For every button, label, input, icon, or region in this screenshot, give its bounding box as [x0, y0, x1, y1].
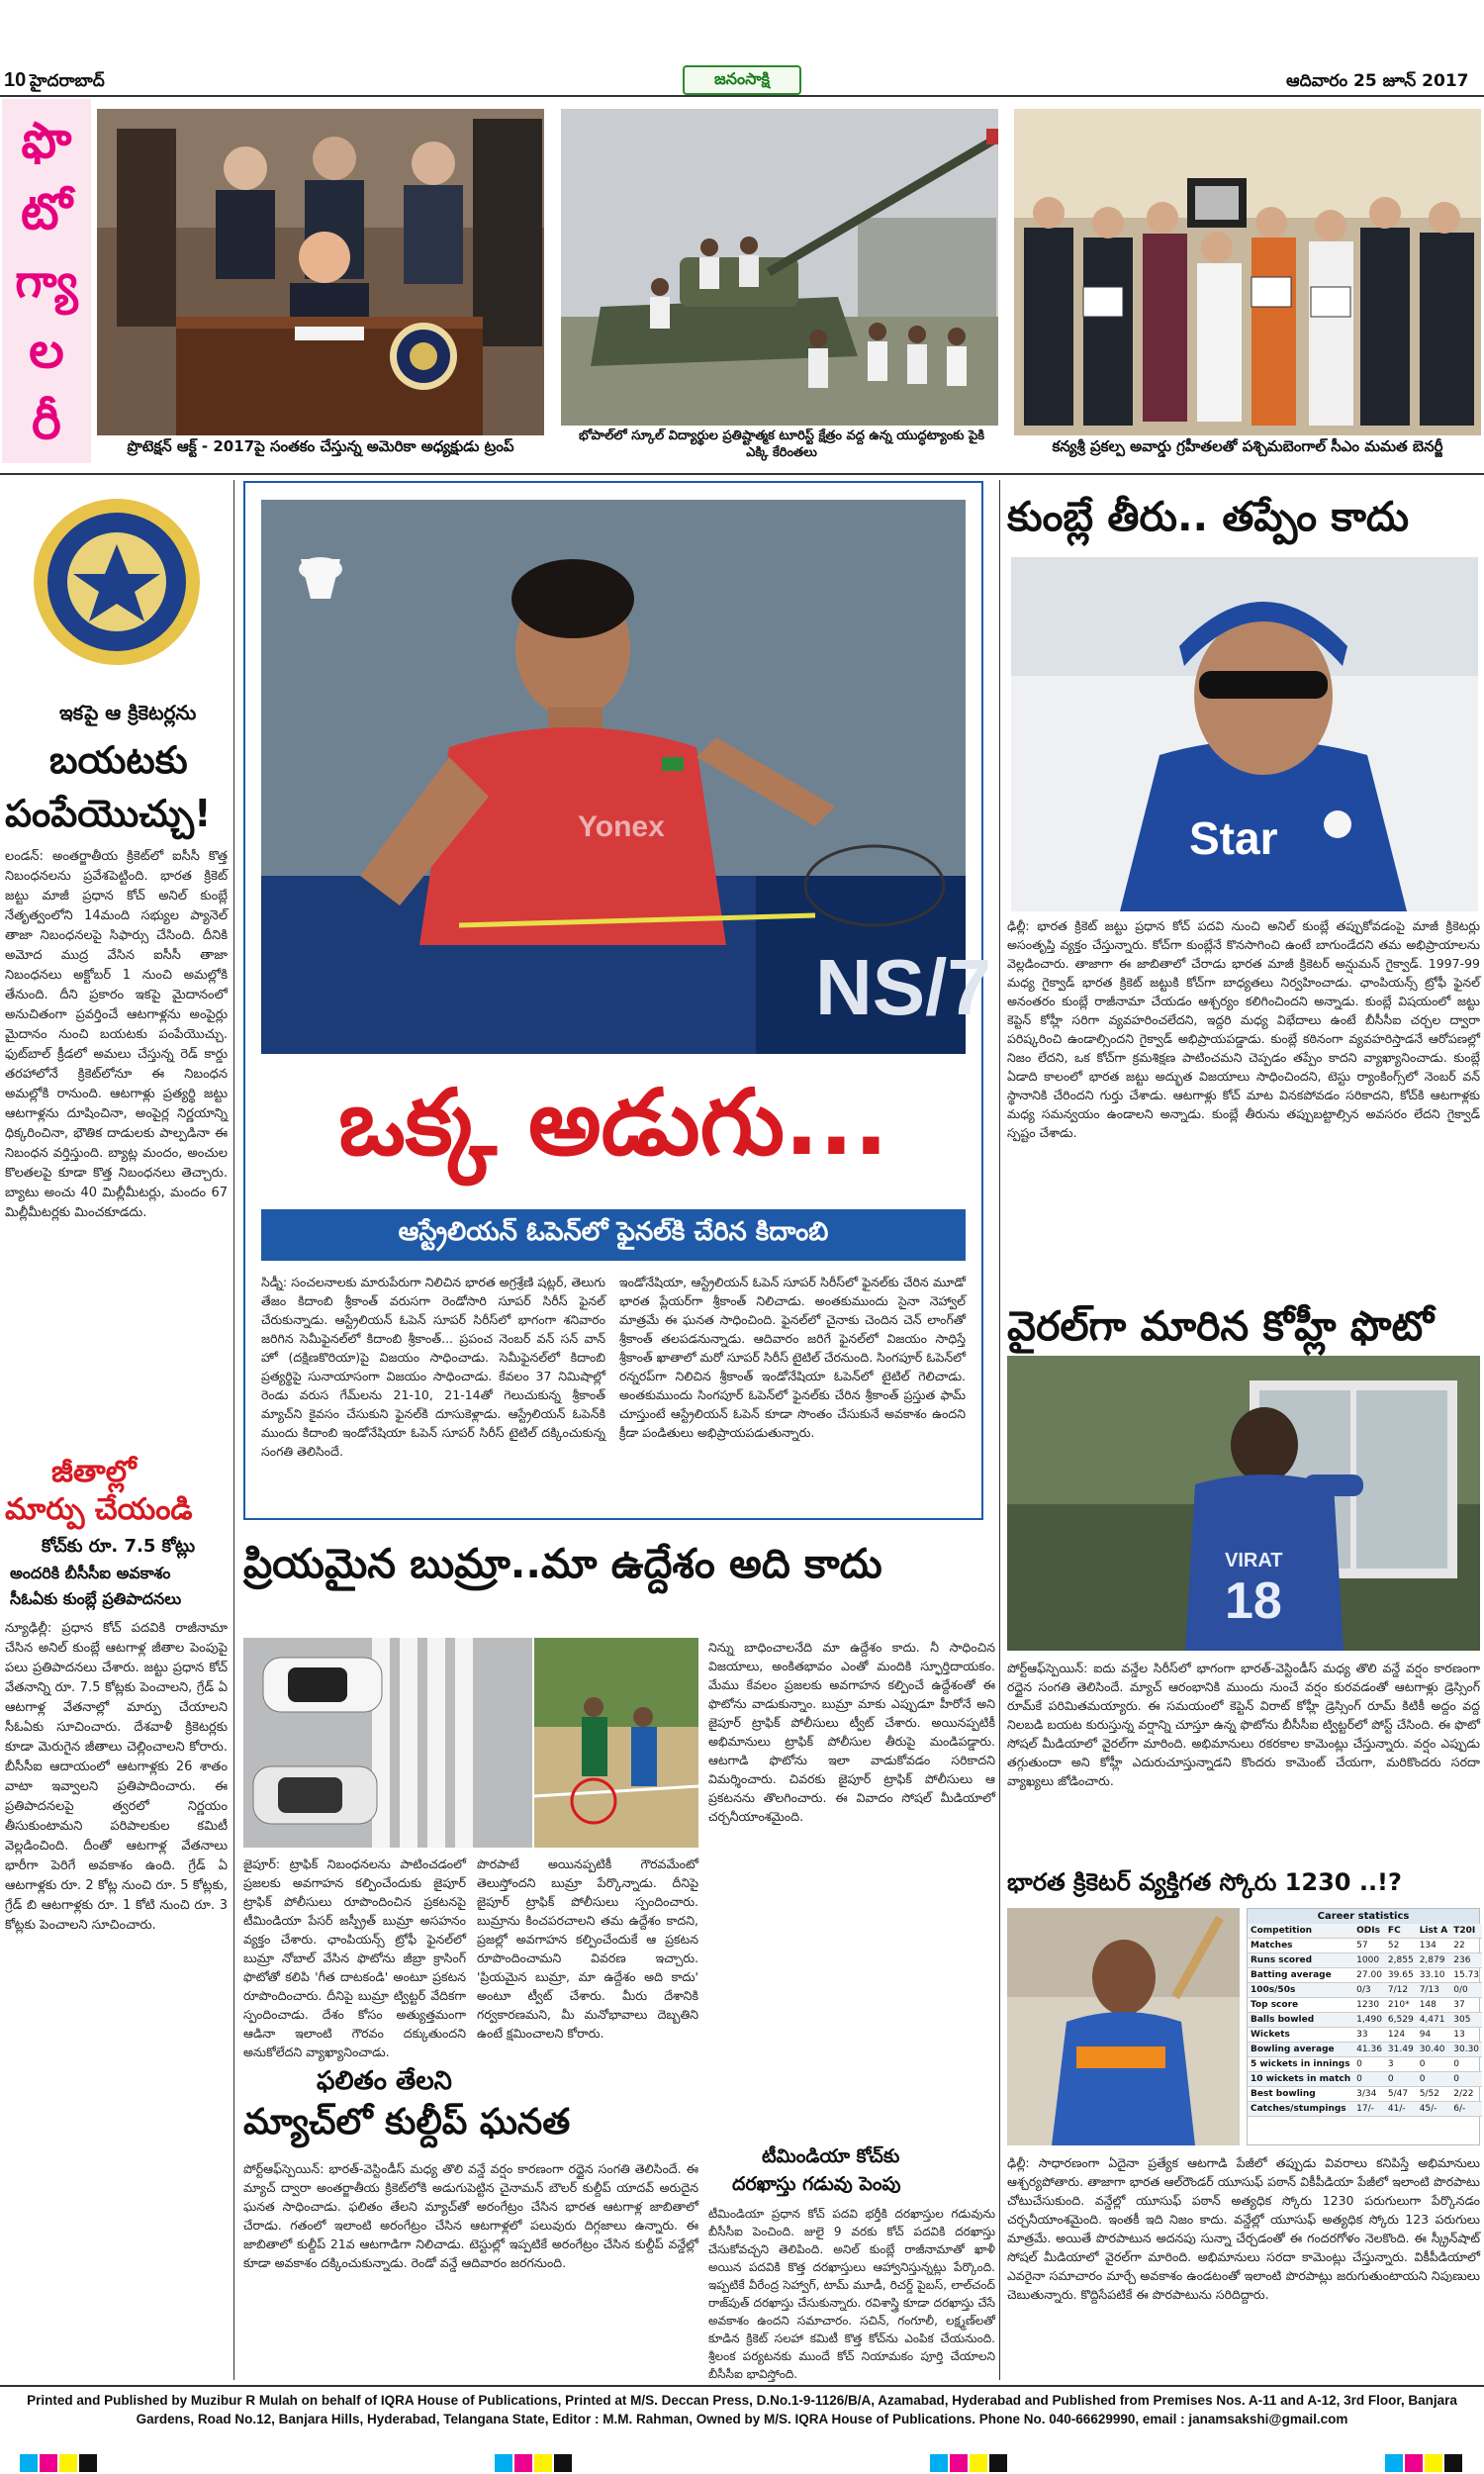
- stats-header-cell: Competition: [1248, 1924, 1353, 1939]
- bumrah-body-right: నిన్ను బాధించాలనేది మా ఉద్దేశం కాదు. నీ సాధించిన విజయాలు, అంకితభావం ఎంతో మందికి స్ఫూర్తిదాయకం. మేము కేవలం ప్రజలకు అవగాహన కల్పించే ఉద్దేశంతో ఈ ఫొటోను వాడుకున్నాం. బుమ్రా మాకు ఎప్పుడూ హీరోనే అని జైపూర్ ట్రాఫిక్ పోలీసులు ట్వీట్ చేశారు. అయినప్పటికీ అభిమానులు ట్రాఫిక్ పోలీసుల తీరుపై మండిపడ్డారు. ఆటగాడి ఫొటోను ఇలా వాడుకోవడం సరికాదని విమర్శించారు. చివరకు జైపూర్ ట్రాఫిక్ పోలీసులు ఆ ప్రకటనను తొలగించారు. ఈ వివాదం సోషల్ మీడియాలో చర్చనీయాంశమైంది.: [708, 1640, 995, 1824]
- gallery-char-4: ల: [29, 322, 64, 379]
- stats-row: [1248, 1998, 1482, 2013]
- stats-cell: 236: [1450, 1953, 1482, 1968]
- stats-cell: 7/13: [1417, 1983, 1451, 1998]
- stats-cell: 45/-: [1417, 2102, 1451, 2117]
- pathan-photo: [1007, 1908, 1240, 2145]
- gallery-caption-1: ప్రొటెక్షన్ ఆక్ట్ - 2017పై సంతకం చేస్తున్న అమెరికా అధ్యక్షుడు ట్రంప్: [127, 437, 514, 455]
- stats-cell: 52: [1385, 1939, 1417, 1953]
- page-number: 10: [4, 69, 27, 91]
- bumrah-body-mid: పొరపాటే అయినప్పటికీ గౌరవమేంటో తెలుస్తోందని బుమ్రా పేర్కొన్నాడు. దీనిపై జైపూర్ ట్రాఫిక్ పోలీసులు స్పందించారు. బుమ్రాను కించపరచాలని తమ ఉద్దేశం కాదని, ప్రజల్లో అవగాహన కల్పించేందుకే ఆ ప్రకటన రూపొందించామని వివరణ ఇచ్చారు. 'ప్రియమైన బుమ్రా, మా ఉద్దేశం అది కాదు' అంటూ ట్వీట్ చేశారు. మీరు దేశానికి గర్వకారణమని, మీ మనోభావాలు దెబ్బతిని ఉంటే క్షమించాలని కోరారు.: [477, 1856, 698, 2041]
- left-deck-1: కోచ్‌కు రూ. 7.5 కోట్లు: [42, 1536, 196, 1557]
- stats-cell: 41.36: [1353, 2043, 1385, 2057]
- gallery-char-3: గ్యా: [15, 254, 78, 308]
- career-stats-table: [1248, 1924, 1482, 2117]
- kumble-body: ఢిల్లీ: భారత క్రికెట్ జట్టు ప్రధాన కోచ్ పదవి నుంచి అనిల్ కుంబ్లే తప్పుకోవడంపై మాజీ క్రికెటర్లు అసంతృప్తి వ్యక్తం చేస్తున్నారు. కోచ్‌గా కుంబ్లేనే కొనసాగించి ఉంటే బాగుండేదని తమ అభిప్రాయాలను వెల్లడించారు. తాజాగా ఈ జాబితాలో చేరాడు భారత మాజీ క్రికెటర్ అన్షుమన్ గైక్వాడ్. 1997-99 మధ్య గైక్వాడ్ భారత క్రికెట్ జట్టుకి కోచ్‌గా బాధ్యతలు నిర్వహించాడు. ఛాంపియన్స్ ట్రోఫీ ఫైనల్ అనంతరం కుంబ్లే రాజీనామా చేయడం ఆశ్చర్యం కలిగించిందని అన్నాడు. కుంబ్లే విషయంలో జట్టు కెప్టెన్ కోహ్లీ సరిగా వ్యవహరించలేదని, ఇద్దరి మధ్య విభేదాలు ఉంటే బీసీసీఐ చర్చల ద్వారా పరిష్కరించి ఉండాల్సిందని గైక్వాడ్ అభిప్రాయపడ్డాడు. కుంబ్లే కఠినంగా వ్యవహరిస్తాడనే ఆరోపణల్లో నిజం లేదని, ఒక కోచ్‌గా క్రమశిక్షణ పాటించమని చెప్పడం తప్పేం కాదని వ్యాఖ్యానించాడు. కుంబ్లే ఏడాది కాలంలో భారత జట్టు అద్భుత విజయాలు సాధించిందని, టెస్టు ర్యాంకింగ్స్‌లో నెంబర్ వన్ స్థానానికి చేరిందని గుర్తు చేశాడు. ఆటగాళ్లు కోచ్ మాట వినకపోవడం సరికాదని, కోచ్‌కి ఆటగాళ్లకు మధ్య సమన్వయం ఉండాలని అన్నాడు. కుంబ్లే తీరును తప్పుబట్టాల్సిన అవసరం లేదని గైక్వాడ్ స్పష్టం చేశాడు.: [1007, 918, 1480, 1140]
- stats-cell: 30.30: [1450, 2043, 1482, 2057]
- stats-row: [1248, 1968, 1482, 1983]
- kumble-headline: కుంబ్లే తీరు.. తప్పేం కాదు: [1007, 493, 1410, 540]
- gallery-photo-award: [1014, 109, 1481, 435]
- kuldeep-body: పోర్ట్‌ఆఫ్‌స్పెయిన్: భారత్-వెస్టిండీస్ మధ్య తొలి వన్డే వర్షం కారణంగా రద్దైన సంగతి తెలిసిందే. ఈ మ్యాచ్ ద్వారా అంతర్జాతీయ క్రికెట్‌లోకి అడుగుపెట్టిన చైనామన్ బౌలర్ కుల్దీప్ యాదవ్ అరుదైన ఘనత సాధించాడు. ఫలితం తేలని మ్యాచ్‌తో అరంగేట్రం చేసిన భారత ఆటగాళ్ల జాబితాలో చేరాడు. గతంలో ఇలాంటి అరంగేట్రం చేసిన ఆటగాళ్లలో పలువురు దిగ్గజాలు ఉన్నారు. ఈ జాబితాలో కుల్దీప్ 21వ ఆటగాడిగా నిలిచాడు. టెస్టుల్లో ఇప్పటికే అరంగేట్రం చేసిన కుల్దీప్ వన్డేల్లో కూడా అవకాశం దక్కించుకున్నాడు. రెండో వన్డే ఆదివారం జరగనుంది.: [243, 2161, 698, 2270]
- coach-headline-big: దరఖాస్తు గడువు పెంపు: [732, 2173, 901, 2195]
- stats-row: [1248, 2102, 1482, 2117]
- stats-cell: 22: [1450, 1939, 1482, 1953]
- stats-cell: 2,855: [1385, 1953, 1417, 1968]
- stats-cell: 17/-: [1353, 2102, 1385, 2117]
- virat-jersey-number: 18: [1225, 1572, 1282, 1630]
- stats-cell: 7/12: [1385, 1983, 1417, 1998]
- gallery-caption-3: కన్యశ్రీ ప్రకల్ప అవార్డు గ్రహీతలతో పశ్చిమబెంగాల్ సీఎం మమత బెనర్జీ: [1052, 437, 1443, 455]
- stats-cell: Batting average: [1248, 1968, 1353, 1983]
- stats-cell: Best bowling: [1248, 2087, 1353, 2102]
- stats-cell: 5/47: [1385, 2087, 1417, 2102]
- stats-row: [1248, 2087, 1482, 2102]
- kumble-photo: [1011, 557, 1478, 911]
- stats-row: [1248, 1953, 1482, 1968]
- bumrah-headline: ప్రియమైన బుమ్రా..మా ఉద్దేశం అది కాదు: [243, 1540, 882, 1587]
- stats-cell: 0: [1450, 2057, 1482, 2072]
- stats-row: [1248, 2028, 1482, 2043]
- gallery-char-1: ఫొ: [21, 112, 72, 169]
- stats-cell: 0: [1450, 2072, 1482, 2087]
- stats-cell: 134: [1417, 1939, 1451, 1953]
- stats-cell: 4,471: [1417, 2013, 1451, 2028]
- stats-cell: 6/-: [1450, 2102, 1482, 2117]
- stats-row: [1248, 2013, 1482, 2028]
- stats-cell: 0: [1353, 2057, 1385, 2072]
- svg-text:NS/7: NS/7: [815, 943, 991, 1031]
- stats-row: [1248, 1939, 1482, 1953]
- bumrah-noball-photo: [534, 1638, 698, 1848]
- gallery-rule: [0, 473, 1484, 475]
- registration-strip: [0, 2454, 1484, 2474]
- stats-cell: 15.73: [1450, 1968, 1482, 1983]
- header-rule: [0, 95, 1484, 97]
- left-col-rule: [233, 480, 234, 2380]
- career-stats-box: [1247, 1908, 1480, 2145]
- svg-text:Yonex: Yonex: [578, 810, 665, 843]
- kuldeep-headline-small: ఫలితం తేలని: [317, 2066, 452, 2096]
- stats-cell: 0: [1353, 2072, 1385, 2087]
- stats-cell: Top score: [1248, 1998, 1353, 2013]
- left-deck-3: సీఓఏకు కుంబ్లే ప్రతిపాదనలు: [10, 1589, 182, 1608]
- left-deck-2: అందరికి బీసీసీఐ అవకాశం: [10, 1564, 171, 1582]
- record-body: ఢిల్లీ: సాధారణంగా ఏదైనా ప్రత్యేక ఆటగాడి పేజీలో తప్పుడు వివరాలు కనిపిస్తే అభిమానులు ఆశ్చర్యపోతారు. తాజాగా భారత ఆల్‌రౌండర్ యూసుఫ్ పఠాన్ వికీపీడియా పేజీలో ఇలాంటి పొరపాటు చోటుచేసుకుంది. వన్డేల్లో యూసుఫ్ పఠాన్ అత్యధిక స్కోరు 1230 పరుగులుగా పేర్కొనడం చర్చనీయాంశమైంది. ఇంతకీ ఇది నిజం కాదు. వన్డేల్లో యూసుఫ్ అత్యధిక స్కోరు 123 పరుగులు మాత్రమే. అయితే పొరపాటున అదనపు సున్నా చేర్చడంతో ఈ గందరగోళం నెలకొంది. ఈ స్క్రీన్‌షాట్ సోషల్ మీడియాలో వైరల్‌గా మారింది. అభిమానులు సరదా కామెంట్లు చేస్తున్నారు. వికీపీడియాలో ఎవరైనా సమాచారం మార్చే అవకాశం ఉండటంతో ఇలాంటి పొరపాట్లు జరుగుతుంటాయని నిపుణులు చెబుతున్నారు. కొద్దిసేపటికే ఈ పొరపాటును సరిదిద్దారు.: [1007, 2155, 1480, 2302]
- stats-cell: 0: [1417, 2072, 1451, 2087]
- stats-cell: 1,490: [1353, 2013, 1385, 2028]
- stats-cell: 3/34: [1353, 2087, 1385, 2102]
- stats-cell: 37: [1450, 1998, 1482, 2013]
- stats-cell: 2,879: [1417, 1953, 1451, 1968]
- stats-cell: Catches/stumpings: [1248, 2102, 1353, 2117]
- stats-cell: 1000: [1353, 1953, 1385, 1968]
- stats-cell: 305: [1450, 2013, 1482, 2028]
- gallery-caption-2: భోపాల్‌లో స్కూల్ విద్యార్థుల ప్రతిష్టాత్మక టూరిస్ట్ క్షేత్రం వద్ద ఉన్న యుద్ధట్యాంకు పైకి ఎక్కి కేరింతలు: [578, 428, 985, 460]
- stats-cell: 210*: [1385, 1998, 1417, 2013]
- stats-cell: 0/3: [1353, 1983, 1385, 1998]
- gallery-char-5: రీ: [32, 393, 61, 450]
- stats-title: Career statistics: [1248, 1909, 1479, 1924]
- stats-cell: 39.65: [1385, 1968, 1417, 1983]
- left-body: లండన్: అంతర్జాతీయ క్రికెట్‌లో ఐసీసీ కొత్త నిబంధనలను ప్రవేశపెట్టింది. భారత క్రికెట్ జట్టు మాజీ ప్రధాన కోచ్ అనిల్ కుంబ్లే నేతృత్వంలోని 14మంది సభ్యుల ప్యానెల్ తాజా నిబంధనలపై సిఫార్సు చేసింది. దీనికి అమోద ముద్ర వేసిన ఐసీసీ తాజా నిబంధనలు అక్టోబర్ 1 నుంచి అమల్లోకి తేనుంది. దీని ప్రకారం ఇకపై మైదానంలో అనుచితంగా ప్రవర్తించే ఆటగాళ్లను అంపైర్లు మైదానం నుంచి బయటకు పంపేయొచ్చు. ఫుట్‌బాల్ క్రీడలో అమలు చేస్తున్న రెడ్ కార్డు తరహాలోనే క్రికెట్‌లోనూ ఈ నిబంధన అమల్లోకి రానుంది. ఆటగాళ్లు ప్రత్యర్థి జట్టు ఆటగాళ్లను దూషించినా, అంపైర్ల నిర్ణయాన్ని ధిక్కరించినా, భౌతిక దాడులకు పాల్పడినా ఈ నిబంధన వర్తిస్తుంది. బ్యాట్ల మందం, అంచుల కొలతలపై కూడా కొత్త నిబంధనలు తెచ్చారు. బ్యాటు అంచు 40 మిల్లీమీటర్లు, మందం 67 మిల్లీమీటర్లకు మించకూడదు.: [5, 849, 228, 1220]
- city-label: హైదరాబాద్: [30, 71, 105, 91]
- footer-imprint: Printed and Published by Muzibur R Mulah on behalf of IQRA House of Publications, Printed at M/S. Deccan Press, D.No.1-9-1126/B/A, Azamabad, Hyderabad and Published from Premises Nos. A-11 and A-12, 3rd Floor, Banjara Gardens, Road No.12, Banjara Hills, Hyderabad, Telangana State, Editor : M.M. Rahman, Owned by M/S. IQRA House of Publications. Phone No. 040-66629990, email : janamsakshi@gmail.com: [27, 2393, 1457, 2426]
- virat-jersey-name: VIRAT: [1225, 1550, 1283, 1571]
- stats-row: [1248, 2072, 1482, 2087]
- stats-cell: Balls bowled: [1248, 2013, 1353, 2028]
- stats-cell: 3: [1385, 2057, 1417, 2072]
- bumrah-body-left: జైపూర్: ట్రాఫిక్ నిబంధనలను పాటించడంలో ప్రజలకు అవగాహన కల్పించేందుకు జైపూర్ ట్రాఫిక్ పోలీసులు రూపొందించిన ప్రకటనపై టీమిండియా పేసర్ జస్ప్రీత్ బుమ్రా అసహనం వ్యక్తం చేశారు. ఛాంపియన్స్ ట్రోఫీ ఫైనల్‌లో బుమ్రా నోబాల్ వేసిన ఫొటోను జీబ్రా క్రాసింగ్ ఫొటోతో కలిపి 'గీత దాటకండి' అంటూ ప్రకటన రూపొందించారు. దీనిపై బుమ్రా ట్విట్టర్ వేదికగా స్పందించాడు. దేశం కోసం అత్యుత్తమంగా ఆడినా ఇలాంటి గౌరవం దక్కుతుందని అనుకోలేదని వ్యాఖ్యానించాడు.: [243, 1856, 466, 2059]
- stats-cell: 1230: [1353, 1998, 1385, 2013]
- lead-body-right: ఇండోనేషియా, ఆస్ట్రేలియన్ ఓపెన్ సూపర్ సిరీస్‌లో ఫైనల్‌కు చేరిన మూడో భారత ప్లేయర్‌గా శ్రీకాంత్ నిలిచాడు. అంతకుముందు సైనా నెహ్వాల్ మాత్రమే ఈ ఘనత సాధించింది. ఫైనల్‌లో చైనాకు చెందిన చెన్ లాంగ్‌తో శ్రీకాంత్ తలపడనున్నాడు. ఆదివారం జరిగే ఫైనల్‌లో విజయం సాధిస్తే శ్రీకాంత్ ఖాతాలో మరో సూపర్ సిరీస్ టైటిల్ చేరనుంది. సింగపూర్ ఓపెన్‌లో రన్నరప్‌గా నిలిచిన శ్రీకాంత్ ఇండోనేషియా ఓపెన్‌లో టైటిల్ గెలిచాడు. అంతకుముందు సింగపూర్ ఓపెన్‌లో ఫైనల్‌కు చేరిన శ్రీకాంత్ ప్రస్తుత ఫామ్ చూస్తుంటే ఆస్ట్రేలియన్ ఓపెన్ కూడా సొంతం చేసుకునే అవకాశం ఉందని క్రీడా పండితులు అభిప్రాయపడుతున్నారు.: [619, 1275, 966, 1440]
- virat-headline: వైరల్‌గా మారిన కోహ్లీ ఫొటో: [1007, 1302, 1435, 1350]
- stats-row: [1248, 2057, 1482, 2072]
- footer-rule: [0, 2385, 1484, 2387]
- stats-cell: 94: [1417, 2028, 1451, 2043]
- coach-body: టీమిండియా ప్రధాన కోచ్ పదవి భర్తీకి దరఖాస్తుల గడువును బీసీసీఐ పెంచింది. జులై 9 వరకు కోచ్ పదవికి దరఖాస్తు చేసుకోవచ్చని తెలిపింది. అనిల్ కుంబ్లే రాజీనామాతో ఖాళీ అయిన పదవికి కొత్త దరఖాస్తులు ఆహ్వానిస్తున్నట్లు పేర్కొంది. ఇప్పటికే వీరేంద్ర సెహ్వాగ్, టామ్ మూడీ, రిచర్డ్ పైబస్, లాల్‌చంద్ రాజ్‌పుత్ దరఖాస్తు చేసుకున్నారు. రవిశాస్త్రి కూడా దరఖాస్తు చేసే అవకాశం ఉందని సమాచారం. సచిన్, గంగూలీ, లక్ష్మణ్‌లతో కూడిన క్రికెట్ సలహా కమిటీ కొత్త కోచ్‌ను ఎంపిక చేయనుంది. శ్రీలంక పర్యటనకు ముందే కోచ్ నియామకం పూర్తి చేయాలని బీసీసీఐ భావిస్తోంది.: [708, 2207, 995, 2381]
- stats-cell: 6,529: [1385, 2013, 1417, 2028]
- left-subhead-2: మార్పు చేయండి: [5, 1492, 193, 1527]
- lead-headline: ఒక్క అడుగు...: [338, 1070, 888, 1176]
- stats-cell: 148: [1417, 1998, 1451, 2013]
- stats-cell: 13: [1450, 2028, 1482, 2043]
- zebra-crossing-photo: [243, 1638, 532, 1848]
- stats-header-cell: FC: [1385, 1924, 1417, 1939]
- lead-body-left: సిడ్నీ: సంచలనాలకు మారుపేరుగా నిలిచిన భారత అగ్రశ్రేణి షట్లర్, తెలుగు తేజం కిదాంబి శ్రీకాంత్ వరుసగా రెండోసారి సూపర్ సిరీస్ ఫైనల్ చేరుకున్నాడు. ఆస్ట్రేలియన్ ఓపెన్ సూపర్ సిరీస్‌లో భాగంగా శనివారం జరిగిన సెమీఫైనల్‌లో కిదాంబి శ్రీకాంత్... ప్రపంచ నెంబర్ వన్ సన్ వాన్ హో (దక్షిణకొరియా)పై విజయం సాధించాడు. సెమీఫైనల్‌లో కిదాంబి ప్రత్యర్థిపై సునాయాసంగా విజయం సాధించాడు. కేవలం 37 నిమిషాల్లో రెండు వరుస గేమ్‌లను 21-10, 21-14తో గెలుచుకున్న శ్రీకాంత్ మ్యాచ్‌ని కైవసం చేసుకుని ఫైనల్‌కి దూసుకెళ్లాడు. ఆస్ట్రేలియన్ ఓపెన్‌కి ముందు కిదాంబి ఇండోనేషియా ఓపెన్ సూపర్ సిరీస్ టైటిల్ దక్కించుకున్న సంగతి తెలిసిందే.: [261, 1275, 605, 1459]
- stats-cell: 5/52: [1417, 2087, 1451, 2102]
- stats-row: [1248, 1983, 1482, 1998]
- stats-cell: 57: [1353, 1939, 1385, 1953]
- stats-cell: 0: [1385, 2072, 1417, 2087]
- photo-gallery-label: [2, 99, 91, 463]
- gallery-char-2: టో: [21, 183, 72, 240]
- stats-cell: Runs scored: [1248, 1953, 1353, 1968]
- record-headline: భారత క్రికెటర్ వ్యక్తిగత స్కోరు 1230 ..!?: [1007, 1868, 1402, 1896]
- kuldeep-headline-big: మ్యాచ్‌లో కుల్దీప్ ఘనత: [243, 2102, 571, 2142]
- right-col-rule: [999, 480, 1000, 2380]
- stats-cell: Wickets: [1248, 2028, 1353, 2043]
- stats-header-cell: T20I: [1450, 1924, 1482, 1939]
- masthead-logo: [683, 65, 801, 95]
- svg-text:Star: Star: [1189, 812, 1278, 864]
- left-headline-1: బయటకు: [49, 738, 188, 782]
- stats-cell: 33.10: [1417, 1968, 1451, 1983]
- stats-cell: 41/-: [1385, 2102, 1417, 2117]
- gallery-photo-trump-signing: [97, 109, 544, 435]
- left-body-2: న్యూఢిల్లీ: ప్రధాన కోచ్ పదవికి రాజీనామా చేసిన అనిల్ కుంబ్లే ఆటగాళ్ల జీతాల పెంపుపై పలు ప్రతిపాదనలు చేశారు. జట్టు ప్రధాన కోచ్ వేతనాన్ని రూ. 7.5 కోట్లకు పెంచాలని, గ్రేడ్ ఏ ఆటగాళ్ల వేతనాల్లో మార్పు చేయాలని సీఓఏకు సూచించారు. దేశవాళీ క్రికెటర్లకు కూడా మెరుగైన జీతాలు చెల్లించాలని కోరారు. బీసీసీఐ ఆదాయంలో ఆటగాళ్లకు 26 శాతం వాటా ఇవ్వాలని ప్రతిపాదించారు. ఈ ప్రతిపాదనలపై త్వరలో నిర్ణయం తీసుకుంటామని పరిపాలకుల కమిటీ వెల్లడించింది. దీంతో ఆటగాళ్ల వేతనాలు భారీగా పెరిగే అవకాశం ఉంది. గ్రేడ్ ఏ ఆటగాళ్లకు రూ. 2 కోట్ల నుంచి రూ. 5 కోట్లకు, గ్రేడ్ బి ఆటగాళ్లకు రూ. 1 కోటి నుంచి రూ. 3 కోట్లకు పెంచాలని సూచించారు.: [5, 1621, 228, 1933]
- virat-body: పోర్ట్‌ఆఫ్‌స్పెయిన్: ఐదు వన్డేల సిరీస్‌లో భాగంగా భారత్-వెస్టిండీస్ మధ్య తొలి వన్డే వర్షం కారణంగా రద్దైన సంగతి తెలిసిందే. మ్యాచ్ ఆరంభానికి ముందు నుంచే వర్షం కురవడంతో ఆటగాళ్లు డ్రెస్సింగ్ రూమ్‌కే పరిమితమయ్యారు. ఈ సమయంలో కెప్టెన్ విరాట్ కోహ్లీ డ్రెస్సింగ్ రూమ్ కిటికీ అద్దం వద్ద నిలబడి బయట కురుస్తున్న వర్షాన్ని చూస్తూ ఉన్న ఫొటోను బీసీసీఐ ట్విట్టర్‌లో పోస్ట్ చేసింది. ఈ ఫొటో సోషల్ మీడియాలో వైరల్‌గా మారింది. అభిమానులు రకరకాల కామెంట్లు చేస్తున్నారు. వర్షం ఎప్పుడు తగ్గుతుందా అని కోహ్లీ ఎదురుచూస్తున్నాడని కొందరు కామెంట్ చేయగా, మరికొందరు సరదా వ్యాఖ్యలు జోడించారు.: [1007, 1661, 1480, 1788]
- lead-deck: [261, 1209, 966, 1261]
- stats-row: [1248, 2043, 1482, 2057]
- stats-cell: 124: [1385, 2028, 1417, 2043]
- stats-header-cell: List A: [1417, 1924, 1451, 1939]
- logo-text: జనంసాక్షి: [714, 68, 770, 88]
- stats-cell: 2/22: [1450, 2087, 1482, 2102]
- stats-cell: 31.49: [1385, 2043, 1417, 2057]
- gallery-photo-tank: [561, 109, 998, 426]
- stats-cell: 10 wickets in match: [1248, 2072, 1353, 2087]
- stats-header-cell: ODIs: [1353, 1924, 1385, 1939]
- left-subhead-1: జీతాల్లో: [51, 1455, 137, 1489]
- stats-cell: 27.00: [1353, 1968, 1385, 1983]
- left-pre-head: ఇకపై ఆ క్రికెటర్లను: [59, 701, 197, 724]
- stats-cell: 30.40: [1417, 2043, 1451, 2057]
- stats-cell: Matches: [1248, 1939, 1353, 1953]
- coach-headline-small: టీమిండియా కోచ్‌కు: [762, 2145, 900, 2167]
- bcci-logo: [8, 495, 226, 668]
- left-headline-2: పంపేయొచ్చు!: [5, 792, 212, 835]
- lead-deck-text: ఆస్ట్రేలియన్ ఓపెన్‌లో ఫైనల్‌కి చేరిన కిదాంబి: [398, 1217, 829, 1247]
- stats-header-row: [1248, 1924, 1482, 1939]
- header-date: ఆదివారం 25 జూన్ 2017: [1286, 71, 1469, 91]
- stats-cell: Bowling average: [1248, 2043, 1353, 2057]
- stats-cell: 0/0: [1450, 1983, 1482, 1998]
- stats-cell: 5 wickets in innings: [1248, 2057, 1353, 2072]
- stats-cell: 100s/50s: [1248, 1983, 1353, 1998]
- stats-cell: 33: [1353, 2028, 1385, 2043]
- stats-cell: 0: [1417, 2057, 1451, 2072]
- srikanth-photo: [261, 500, 991, 1054]
